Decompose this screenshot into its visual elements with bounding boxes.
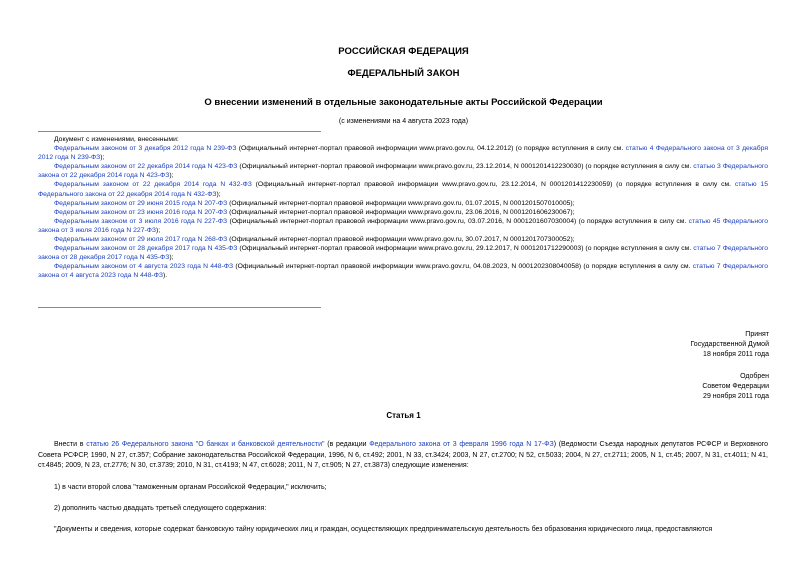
change-item-law-link[interactable]: Федеральным законом от 29 июня 2015 года N 207-ФЗ bbox=[54, 199, 228, 207]
change-item bbox=[38, 262, 768, 280]
change-item-article-link[interactable]: статью 45 Федерального закона от 3 июля 2016 года N 227-ФЗ bbox=[38, 217, 768, 234]
change-item-law-link[interactable]: Федеральным законом от 22 декабря 2014 года N 423-ФЗ bbox=[54, 163, 238, 171]
change-item bbox=[38, 199, 768, 208]
adopted-date: 18 ноября 2011 года bbox=[703, 351, 769, 358]
p1-text-c: ) (Ведомости Съезда народных депутатов РСФСР и Верховного Совета РСФСР, 1990, N 27, ст.357; Собрание законодательства Российской Федерации, 1996, N 6, ст.492; 2001, N 33, ст.3424; 2003, N 27, ст.2700; N 52, ст.5033; 2004, N 27, ст.2711; 2005, N 1, ст.45; 2007, N 31, ст.4011; N 41, ст.4845; 2009, N 23, ст.2776; N 30, ст.3739; 2010, N 31, ст.4193; N 47, ст.6028; 2011, N 7, ст.905; N 27, ст.3873) следующие изменения: bbox=[38, 441, 769, 469]
article-paragraph-3: 2) дополнить частью двадцать третьей следующего содержания: bbox=[54, 505, 267, 512]
change-item-tail: ); bbox=[169, 254, 174, 262]
p1-text-a: Внести в bbox=[54, 441, 87, 448]
change-item bbox=[38, 208, 768, 217]
changes-items bbox=[38, 144, 768, 280]
approved-block bbox=[702, 372, 769, 402]
p1-link-law-17fz[interactable]: Федерального закона от 3 февраля 1996 года N 17-ФЗ bbox=[369, 441, 554, 448]
adopted-block bbox=[690, 330, 769, 360]
article-paragraph-2: 1) в части второй слова "таможенным органам Российской Федерации," исключить; bbox=[54, 484, 327, 491]
country-heading: РОССИЙСКАЯ ФЕДЕРАЦИЯ bbox=[338, 46, 469, 57]
adopted-label: Принят bbox=[745, 331, 769, 338]
p1-link-article-26[interactable]: статью 26 Федерального закона "О банках и банковской деятельности" bbox=[86, 441, 325, 448]
approved-date: 29 ноября 2011 года bbox=[703, 393, 769, 400]
change-item-text: (Официальный интернет-портал правовой информации www.pravo.gov.ru, 23.12.2014, N 0001201412230059) (о порядке вступления в силу см. bbox=[251, 181, 735, 189]
article-paragraph-4: "Документы и сведения, которые содержат банковскую тайну юридических лиц и граждан, осуществляющих предпринимательскую деятельность без образования юридического лица, предоставляются bbox=[54, 526, 713, 533]
change-item-text: (Официальный интернет-портал правовой информации www.pravo.gov.ru, 04.08.2023, N 0001202308040058) (о порядке вступления в силу см. bbox=[233, 263, 693, 271]
change-item bbox=[38, 235, 768, 244]
change-item-article-link[interactable]: статью 7 Федерального закона от 28 декабря 2017 года N 435-ФЗ bbox=[38, 245, 768, 262]
change-item-law-link[interactable]: Федеральным законом от 4 августа 2023 года N 448-ФЗ bbox=[54, 263, 234, 271]
change-item-article-link[interactable]: статью 3 Федерального закона от 22 декабря 2014 года N 423-ФЗ bbox=[38, 163, 768, 180]
changes-intro: Документ с изменениями, внесенными: bbox=[54, 136, 179, 143]
change-item bbox=[38, 162, 768, 180]
changes-list bbox=[38, 135, 768, 281]
change-item-law-link[interactable]: Федеральным законом от 3 июля 2016 года N 227-ФЗ bbox=[54, 217, 228, 225]
adopted-body: Государственной Думой bbox=[690, 341, 769, 348]
change-item-law-link[interactable]: Федеральным законом от 29 июля 2017 года N 268-ФЗ bbox=[54, 236, 228, 244]
article-paragraph-1 bbox=[38, 440, 768, 472]
change-item-article-link[interactable]: статью 4 Федерального закона от 3 декабря 2012 года N 239-ФЗ bbox=[38, 145, 769, 162]
p1-text-b: (в редакции bbox=[324, 441, 370, 448]
change-item-tail: ); bbox=[216, 190, 221, 198]
change-item-article-link[interactable]: статью 15 Федерального закона от 22 декабря 2014 года N 432-ФЗ bbox=[38, 181, 768, 198]
change-item-tail: ); bbox=[100, 154, 105, 162]
change-item-law-link[interactable]: Федеральным законом от 23 июня 2016 года N 207-ФЗ bbox=[54, 208, 228, 216]
changes-bottom-rule bbox=[38, 307, 321, 308]
change-item-text: (Официальный интернет-портал правовой информации www.pravo.gov.ru, 04.12.2012) (о порядке вступления в силу см. bbox=[236, 145, 626, 153]
approved-body: Советом Федерации bbox=[702, 383, 769, 390]
change-item-law-link[interactable]: Федеральным законом от 28 декабря 2017 года N 435-ФЗ bbox=[54, 245, 238, 253]
change-item-text: (Официальный интернет-портал правовой информации www.pravo.gov.ru, 30.07.2017, N 0001201707300052); bbox=[227, 236, 575, 244]
change-item bbox=[38, 144, 768, 162]
change-item-article-link[interactable]: статью 7 Федерального закона от 4 августа 2023 года N 448-ФЗ bbox=[38, 263, 768, 280]
changes-top-rule bbox=[38, 131, 321, 132]
change-item-text: (Официальный интернет-портал правовой информации www.pravo.gov.ru, 01.07.2015, N 0001201507010005); bbox=[227, 199, 575, 207]
law-type-heading: ФЕДЕРАЛЬНЫЙ ЗАКОН bbox=[347, 68, 460, 79]
change-item-text: (Официальный интернет-портал правовой информации www.pravo.gov.ru, 29.12.2017, N 0001201712290003) (о порядке вступления в силу см. bbox=[237, 245, 694, 253]
change-item bbox=[38, 244, 768, 262]
article-heading: Статья 1 bbox=[386, 411, 421, 420]
change-item-law-link[interactable]: Федеральным законом от 3 декабря 2012 года N 239-ФЗ bbox=[54, 145, 237, 153]
change-item bbox=[38, 180, 768, 198]
change-item-tail: ). bbox=[163, 272, 168, 280]
change-item-text: (Официальный интернет-портал правовой информации www.pravo.gov.ru, 23.12.2014, N 0001201412230030) (о порядке вступления в силу см. bbox=[237, 163, 694, 171]
change-item-text: (Официальный интернет-портал правовой информации www.pravo.gov.ru, 03.07.2016, N 0001201607030004) (о порядке вступления в силу см. bbox=[227, 217, 689, 225]
change-item-law-link[interactable]: Федеральным законом от 22 декабря 2014 года N 432-ФЗ bbox=[54, 181, 252, 189]
change-item-text: (Официальный интернет-портал правовой информации www.pravo.gov.ru, 23.06.2016, N 0001201606230067); bbox=[227, 208, 575, 216]
change-item-tail: ); bbox=[169, 172, 174, 180]
change-item bbox=[38, 217, 768, 235]
approved-label: Одобрен bbox=[740, 373, 769, 380]
edition-note: (с изменениями на 4 августа 2023 года) bbox=[338, 118, 469, 125]
law-title: О внесении изменений в отдельные законодательные акты Российской Федерации bbox=[204, 97, 603, 108]
change-item-tail: ); bbox=[156, 226, 161, 234]
